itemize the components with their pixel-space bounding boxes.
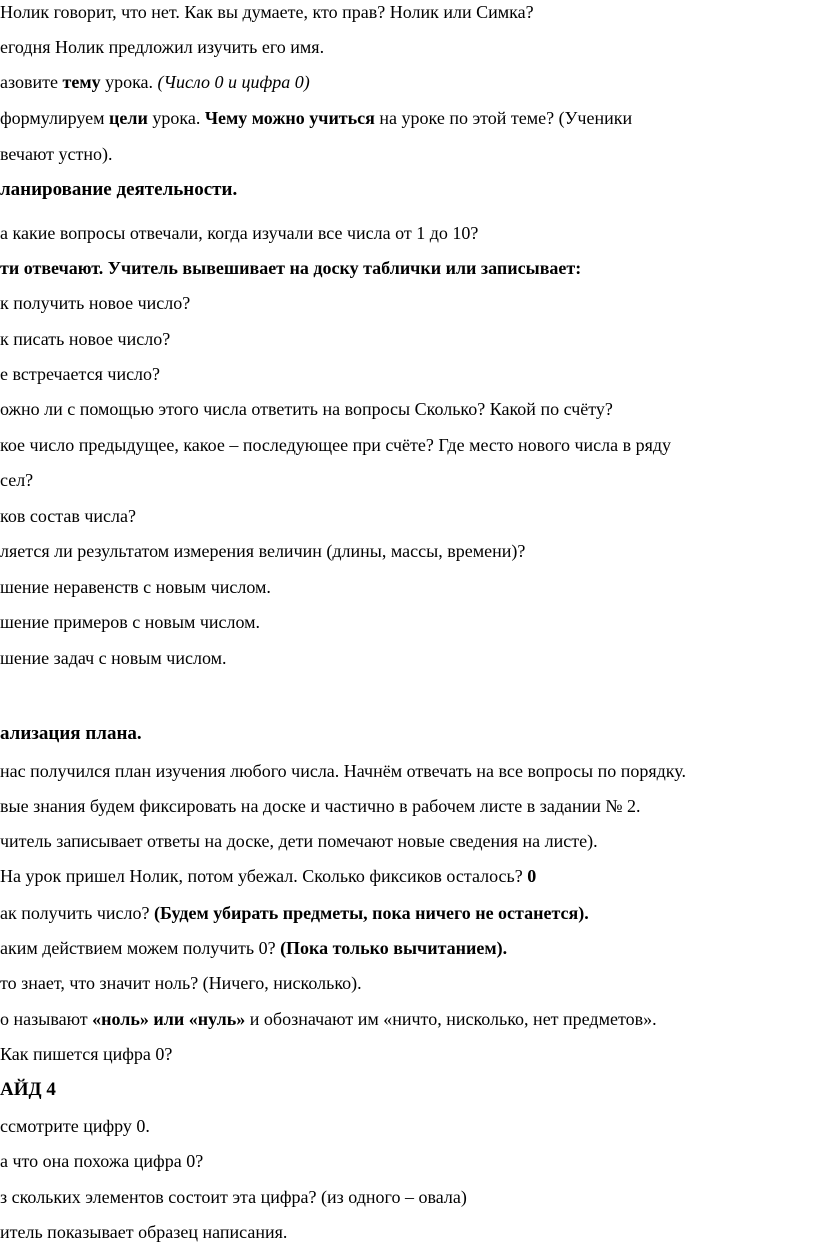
text-line-topic	[0, 71, 310, 93]
text-line	[0, 937, 507, 959]
text-line: вечают устно).	[0, 144, 113, 164]
text-line	[0, 902, 589, 924]
list-item: шение примеров с новым числом.	[0, 612, 261, 632]
bold-run: (Будем убирать предметы, пока ничего не останется).	[154, 903, 589, 923]
text-line: читель записывает ответы на доске, дети помечают новые сведения на листе).	[0, 831, 598, 851]
bold-run: Чему можно учиться	[204, 108, 375, 128]
text-line: а что она похожа цифра 0?	[0, 1151, 204, 1171]
text-line: з скольких элементов состоит эта цифра? (из одного – овала)	[0, 1187, 467, 1207]
text-line: Нолик говорит, что нет. Как вы думаете, кто прав? Нолик или Симка?	[0, 2, 534, 22]
bold-run: «ноль» или «нуль»	[92, 1009, 246, 1029]
text-run: азовите	[0, 72, 63, 92]
text-line	[0, 865, 536, 887]
text-run: урока.	[147, 108, 205, 128]
text-run: На урок пришел Нолик, потом убежал. Сколько фиксиков осталось?	[0, 866, 528, 886]
text-line: итель показывает образец написания.	[0, 1222, 288, 1242]
list-item: кое число предыдущее, какое – последующее при счёте? Где место нового числа в ряду	[0, 435, 672, 455]
text-line-bold	[0, 257, 581, 279]
bold-run: 0	[527, 866, 537, 886]
text-line-goals	[0, 107, 632, 129]
text-line	[0, 1008, 657, 1030]
text-line: Как пишется цифра 0?	[0, 1044, 173, 1064]
text-run: урока.	[100, 72, 158, 92]
bold-run: цели	[109, 108, 148, 128]
text-run: аким действием можем получить 0?	[0, 938, 281, 958]
text-run: ак получить число?	[0, 903, 155, 923]
bold-run: (Пока только вычитанием).	[280, 938, 508, 958]
text-run: и обозначают им «ничто, нисколько, нет предметов».	[245, 1009, 657, 1029]
list-item: к писать новое число?	[0, 329, 171, 349]
text-line: вые знания будем фиксировать на доске и частично в рабочем листе в задании № 2.	[0, 796, 641, 816]
list-item: шение задач с новым числом.	[0, 648, 227, 668]
text-line: нас получился план изучения любого числа. Начнём отвечать на все вопросы по порядку.	[0, 761, 686, 781]
text-line: егодня Нолик предложил изучить его имя.	[0, 37, 325, 57]
text-run: о называют	[0, 1009, 93, 1029]
italic-run: (Число 0 и цифра 0)	[157, 72, 310, 92]
section-heading-realization: ализация плана.	[0, 723, 142, 744]
text-run: формулируем	[0, 108, 110, 128]
list-item: ляется ли результатом измерения величин (длины, массы, времени)?	[0, 541, 526, 561]
bold-run: тему	[62, 72, 101, 92]
text-line: а какие вопросы отвечали, когда изучали все числа от 1 до 10?	[0, 223, 479, 243]
list-item: е встречается число?	[0, 364, 161, 384]
text-run: на уроке по этой теме? (Ученики	[374, 108, 633, 128]
section-heading-planning: ланирование деятельности.	[0, 179, 238, 200]
list-item: ожно ли с помощью этого числа ответить на вопросы Сколько? Какой по счёту?	[0, 399, 613, 419]
slide-heading: АЙД 4	[0, 1079, 56, 1100]
bold-run: ти отвечают. Учитель вывешивает на доску таблички или записывает:	[0, 258, 582, 278]
text-line: ссмотрите цифру 0.	[0, 1116, 150, 1136]
text-line: то знает, что значит ноль? (Ничего, нисколько).	[0, 973, 362, 993]
list-item: к получить новое число?	[0, 293, 191, 313]
list-item: сел?	[0, 470, 34, 490]
list-item: шение неравенств с новым числом.	[0, 577, 271, 597]
list-item: ков состав числа?	[0, 506, 136, 526]
